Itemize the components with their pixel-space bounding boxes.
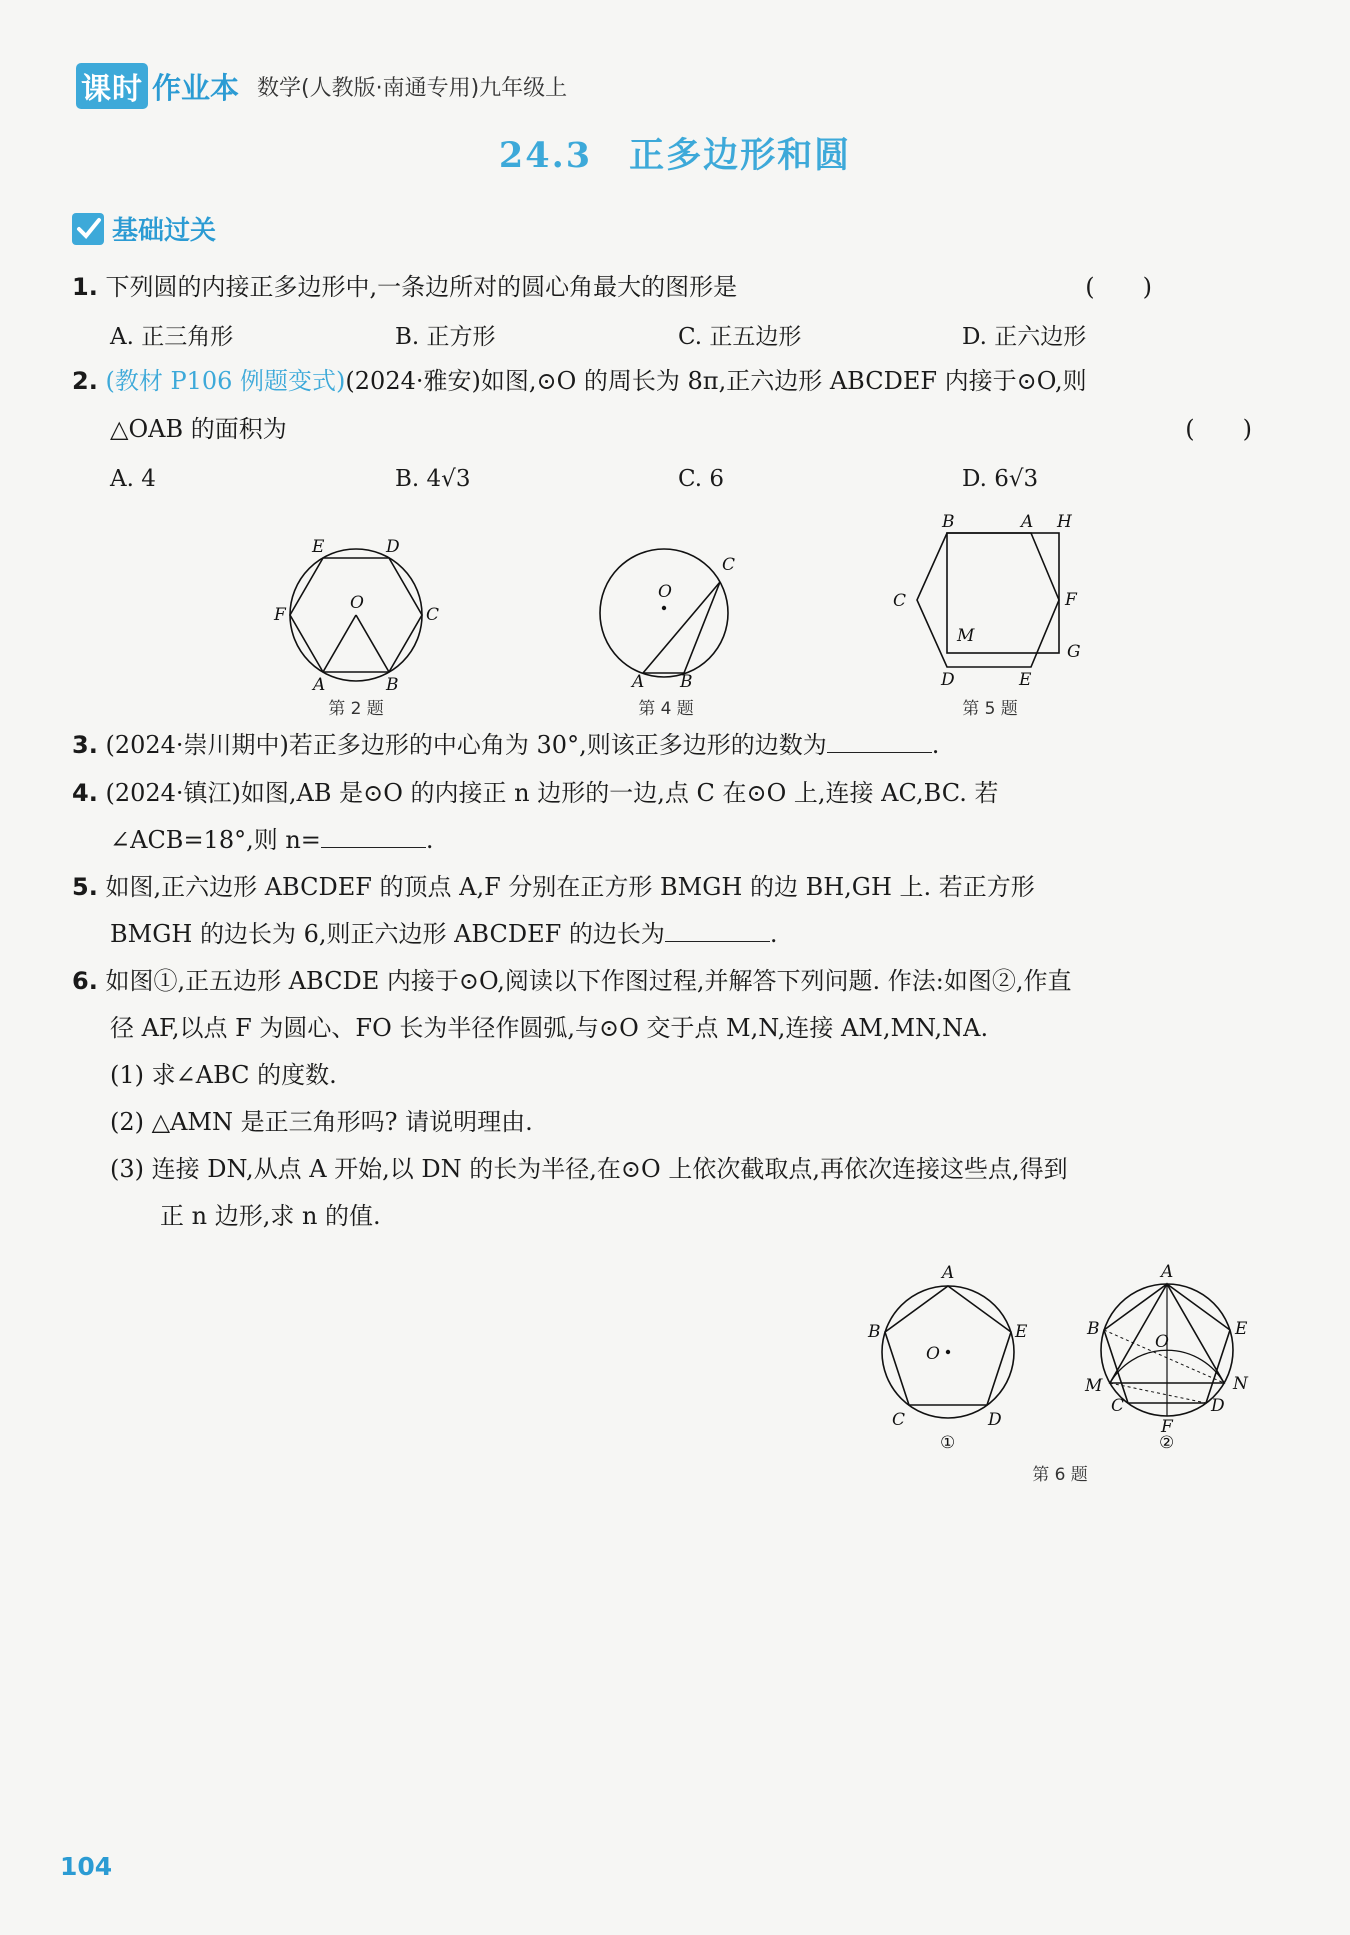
question-number: 6. <box>72 967 98 995</box>
question-number: 4. <box>72 779 98 807</box>
question-text: ∠ACB=18°,则 n= <box>110 826 321 854</box>
label-a: A <box>942 1263 955 1283</box>
label-c: C <box>426 605 440 625</box>
answer-blank[interactable] <box>665 917 770 942</box>
option-c: C. 正五边形 <box>678 324 802 350</box>
caption-q6: 第 6 题 <box>1032 1465 1088 1485</box>
question-text: 下列圆的内接正多边形中,一条边所对的圆心角最大的图形是 <box>105 273 738 301</box>
caption-q4: 第 4 题 <box>638 699 694 719</box>
option-c: C. 6 <box>678 466 725 492</box>
label-c: C <box>1111 1396 1125 1416</box>
label-h: H <box>1057 512 1072 532</box>
label-g: G <box>1067 642 1081 662</box>
label-f: F <box>1065 590 1077 610</box>
answer-paren: ( ) <box>1085 273 1152 301</box>
section-badge <box>72 210 216 247</box>
question-text: △OAB 的面积为 <box>110 415 287 443</box>
section-title: 24.3 正多边形和圆 <box>498 135 852 176</box>
option-b: B. 4√3 <box>395 466 471 492</box>
label-e: E <box>1019 670 1032 690</box>
question-number: 1. <box>72 273 98 301</box>
question-text: BMGH 的边长为 6,则正六边形 ABCDEF 的边长为 <box>110 920 665 948</box>
label-d: D <box>386 537 400 557</box>
question-text: 如图①,正五边形 ABCDE 内接于⊙O,阅读以下作图过程,并解答下列问题. 作法:如图②,作直 <box>105 967 1072 995</box>
caption-q2: 第 2 题 <box>328 699 384 719</box>
badge-label: 基础过关 <box>112 216 217 246</box>
label-c: C <box>893 591 907 611</box>
checkbox-icon <box>72 213 104 245</box>
question-number: 2. <box>72 367 98 395</box>
question-6-line2: 径 AF,以点 F 为圆心、FO 长为半径作圆弧,与⊙O 交于点 M,N,连接 AM,MN,NA. <box>110 1014 989 1042</box>
label-b: B <box>1087 1319 1100 1339</box>
figure-number-1: ① <box>940 1433 956 1450</box>
option-a: A. 正三角形 <box>110 324 234 350</box>
label-o: O <box>1155 1332 1169 1352</box>
label-o: O <box>658 582 672 602</box>
answer-blank[interactable] <box>827 728 932 753</box>
question-text: 如图,正六边形 ABCDEF 的顶点 A,F 分别在正方形 BMGH 的边 BH,GH 上. 若正方形 <box>105 873 1035 901</box>
question-6-sub1: (1) 求∠ABC 的度数. <box>110 1061 337 1089</box>
label-a: A <box>313 675 326 695</box>
question-5-line2 <box>110 917 778 951</box>
caption-q5: 第 5 题 <box>962 699 1018 719</box>
figure-q6-1 <box>860 1250 1040 1450</box>
label-c: C <box>892 1410 906 1430</box>
label-f: F <box>1161 1417 1173 1437</box>
label-d: D <box>941 670 955 690</box>
option-a: A. 4 <box>110 466 156 492</box>
label-n: N <box>1233 1374 1248 1394</box>
figure-q4 <box>580 525 760 705</box>
question-end: . <box>931 731 940 759</box>
figure-q5 <box>885 505 1095 695</box>
question-4 <box>72 776 999 810</box>
label-m: M <box>957 626 975 646</box>
label-b: B <box>942 512 955 532</box>
label-b: B <box>868 1322 881 1342</box>
figure-q2 <box>260 520 460 710</box>
logo-box: 课时 <box>76 63 148 109</box>
option-d: D. 6√3 <box>962 466 1039 492</box>
question-number: 5. <box>72 873 98 901</box>
question-2-line2 <box>110 412 1252 446</box>
label-a: A <box>1021 512 1034 532</box>
answer-paren: ( ) <box>1185 415 1252 443</box>
label-d: D <box>1211 1396 1225 1416</box>
question-end: . <box>425 826 434 854</box>
question-6-sub2: (2) △AMN 是正三角形吗? 请说明理由. <box>110 1108 533 1136</box>
label-o: O <box>350 593 364 613</box>
question-5 <box>72 870 1035 904</box>
question-6 <box>72 964 1072 998</box>
page-number: 104 <box>60 1852 113 1881</box>
question-6-sub3-cont: 正 n 边形,求 n 的值. <box>160 1202 381 1230</box>
question-1 <box>72 270 1252 304</box>
book-header <box>76 66 567 106</box>
question-number: 3. <box>72 731 98 759</box>
question-text: (2024·雅安)如图,⊙O 的周长为 8π,正六边形 ABCDEF 内接于⊙O,则 <box>345 367 1087 395</box>
question-3 <box>72 728 939 762</box>
question-text: (2024·镇江)如图,AB 是⊙O 的内接正 n 边形的一边,点 C 在⊙O 上,连接 AC,BC. 若 <box>105 779 999 807</box>
label-a: A <box>1161 1262 1174 1282</box>
label-e: E <box>1015 1322 1028 1342</box>
figure-q6-2 <box>1075 1250 1265 1450</box>
question-2 <box>72 364 1252 398</box>
label-o: O <box>926 1344 940 1364</box>
answer-blank[interactable] <box>321 823 426 848</box>
label-b: B <box>680 672 693 692</box>
label-b: B <box>386 675 399 695</box>
question-6-sub3: (3) 连接 DN,从点 A 开始,以 DN 的长为半径,在⊙O 上依次截取点,再依次连接这些点,得到 <box>110 1155 1068 1183</box>
option-b: B. 正方形 <box>395 324 496 350</box>
question-source: (教材 P106 例题变式) <box>105 367 346 395</box>
label-e: E <box>1235 1319 1248 1339</box>
book-subtitle: 数学(人教版·南通专用)九年级上 <box>257 75 568 101</box>
question-end: . <box>769 920 778 948</box>
label-a: A <box>632 672 645 692</box>
label-d: D <box>988 1410 1002 1430</box>
logo-text: 作业本 <box>152 70 240 105</box>
label-e: E <box>312 537 325 557</box>
option-d: D. 正六边形 <box>962 324 1087 350</box>
figure-number-2: ② <box>1159 1433 1175 1450</box>
label-f: F <box>274 605 286 625</box>
label-c: C <box>722 555 736 575</box>
question-text: (2024·崇川期中)若正多边形的中心角为 30°,则该正多边形的边数为 <box>105 731 827 759</box>
label-m: M <box>1085 1376 1103 1396</box>
question-4-line2 <box>110 823 434 857</box>
